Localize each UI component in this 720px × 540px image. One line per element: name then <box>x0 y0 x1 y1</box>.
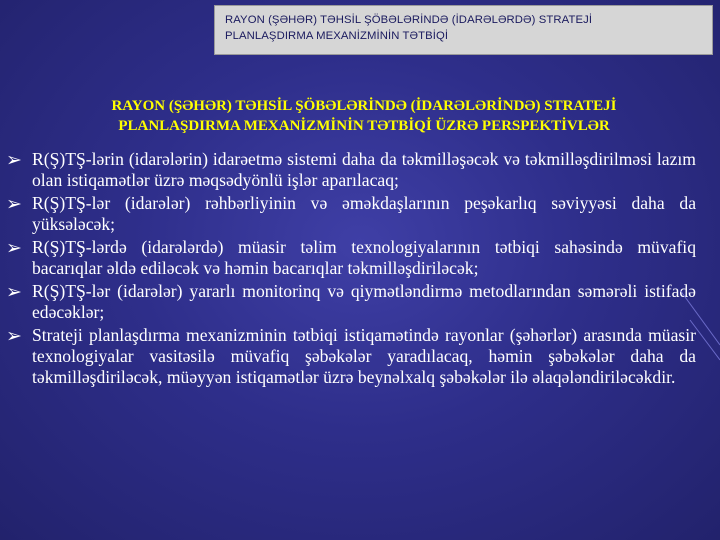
bullet-item <box>6 325 696 388</box>
arrow-bullet-icon: ➢ <box>6 193 22 215</box>
bullet-item <box>6 281 696 323</box>
bullet-list <box>6 149 696 390</box>
header-line-2: PLANLAŞDIRMA MEXANİZMİNİN TƏTBİQİ <box>225 30 449 42</box>
bullet-item <box>6 149 696 191</box>
arrow-bullet-icon: ➢ <box>6 281 22 303</box>
arrow-bullet-icon: ➢ <box>6 149 22 171</box>
bullet-text: Strateji planlaşdırma mexanizminin tətbiqi istiqamətində rayonlar (şəhərlər) arasında müasir texnologiyalar vasitəsilə müvafiq şəbəkələr yaradılacaq, həmin şəbəkələr daha da təkmilləşdiriləcək, müəyyən istiqamətlər üzrə beynəlxalq şəbəkələr ilə əlaqələndiriləcəkdir. <box>32 325 696 387</box>
bullet-item <box>6 237 696 279</box>
arrow-bullet-icon: ➢ <box>6 237 22 259</box>
slide-title-line-2: PLANLAŞDIRMA MEXANİZMİNİN TƏTBİQİ ÜZRƏ PERSPEKTİVLƏR <box>118 118 610 134</box>
bullet-text: R(Ş)TŞ-lər (idarələr) rəhbərliyinin və əməkdaşlarının peşəkarlıq səviyyəsi daha da yüksələcək; <box>32 193 696 234</box>
decorative-line <box>680 290 720 345</box>
decorative-lines <box>680 250 720 370</box>
bullet-text: R(Ş)TŞ-lər (idarələr) yararlı monitorinq və qiymətləndirmə metodlarından səmərəli istifadə edəcəklər; <box>32 281 696 322</box>
header-banner <box>214 5 713 55</box>
header-line-1: RAYON (ŞƏHƏR) TƏHSİL ŞÖBƏLƏRİNDƏ (İDARƏLƏRDƏ) STRATEJİ <box>225 14 593 26</box>
bullet-text: R(Ş)TŞ-lərdə (idarələrdə) müasir təlim texnologiyalarının tətbiqi sahəsində müvafiq bacarıqlar əldə ediləcək və həmin bacarıqlar təkmilləşdiriləcək; <box>32 237 696 278</box>
bullet-text: R(Ş)TŞ-lərin (idarələrin) idarəetmə sistemi daha da təkmilləşəcək və təkmilləşdirilməsi lazım olan istiqamətlər üzrə məqsədyönlü işlər aparılacaq; <box>32 149 696 190</box>
arrow-bullet-icon: ➢ <box>6 325 22 347</box>
slide-title-line-1: RAYON (ŞƏHƏR) TƏHSİL ŞÖBƏLƏRİNDƏ (İDARƏLƏRİNDƏ) STRATEJİ <box>111 98 617 114</box>
decorative-line <box>690 320 720 360</box>
bullet-item <box>6 193 696 235</box>
slide-title <box>24 96 704 136</box>
